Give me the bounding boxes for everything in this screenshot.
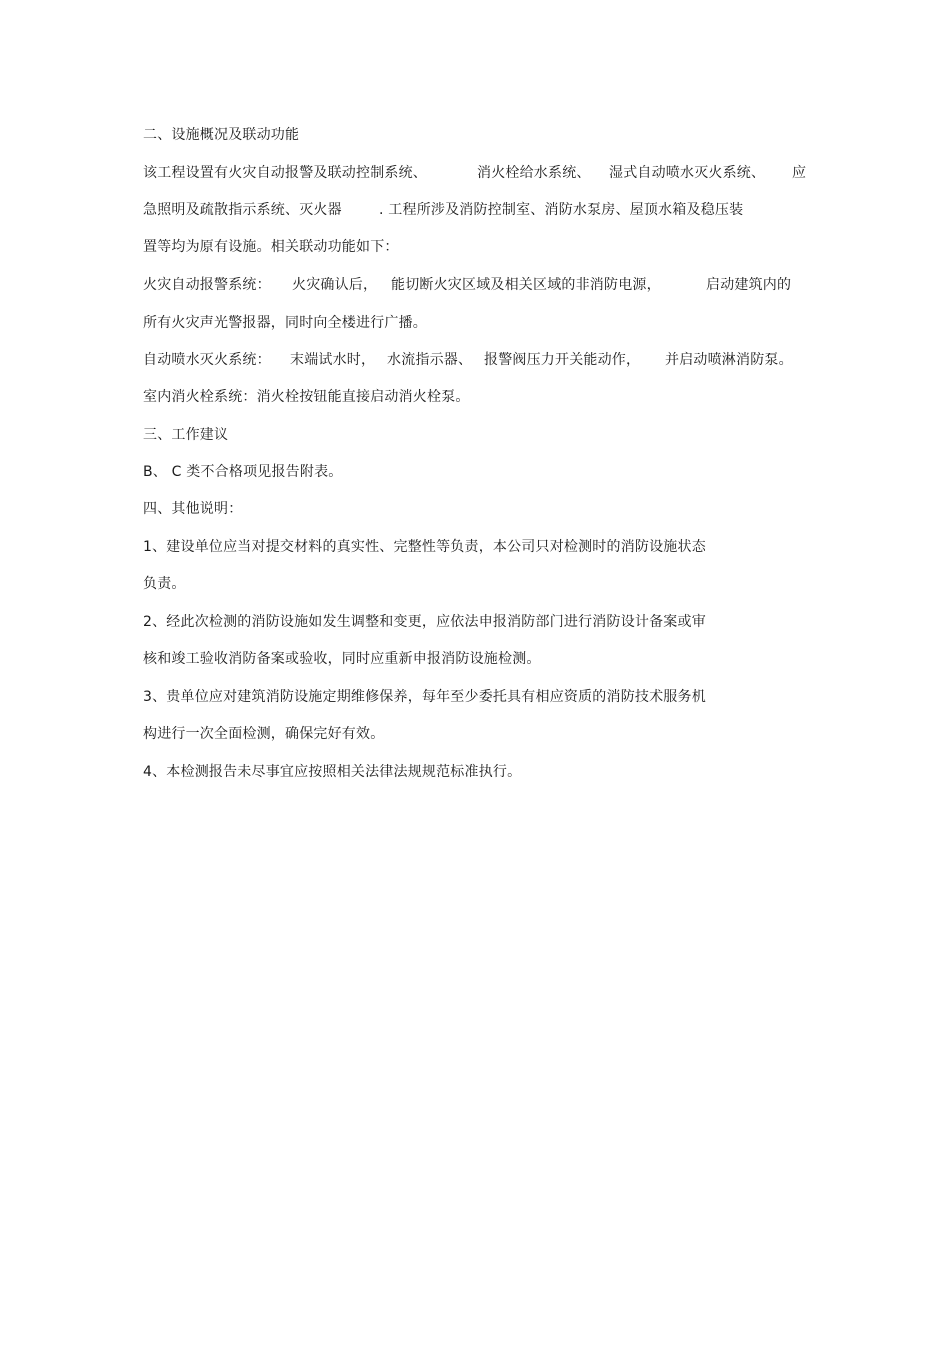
sprinkler-d: 报警阀压力开关能动作， [484, 352, 641, 368]
note3-line2: 构进行一次全面检测，确保完好有效。 [143, 726, 385, 742]
section4-heading: 四、其他说明： [143, 501, 243, 517]
fire-alarm-b: 火灾确认后， [292, 277, 378, 293]
sprinkler-c: 水流指示器、 [387, 352, 473, 368]
note2-line1: 2、经此次检测的消防设施如发生调整和变更，应依法申报消防部门进行消防设计备案或审 [143, 614, 706, 630]
hydrant-line: 室内消火栓系统：消火栓按钮能直接启动消火栓泵。 [143, 389, 470, 405]
note1-line1: 1、建设单位应当对提交材料的真实性、完整性等负责，本公司只对检测时的消防设施状态 [143, 539, 706, 555]
sprinkler-b: 末端试水时， [290, 352, 376, 368]
note4-line: 4、本检测报告未尽事宜应按照相关法律法规规范标准执行。 [143, 764, 522, 780]
para1-line1-a: 该工程设置有火灾自动报警及联动控制系统、 [143, 165, 427, 181]
para1-line2-b: . 工程所涉及消防控制室、消防水泵房、屋顶水箱及稳压装 [379, 202, 744, 218]
para1-line1 [143, 164, 823, 182]
fire-alarm-line2: 所有火灾声光警报器，同时向全楼进行广播。 [143, 315, 427, 331]
section3-heading: 三、工作建议 [143, 427, 229, 443]
sprinkler-e: 并启动喷淋消防泵。 [665, 352, 793, 368]
fire-alarm-c: 能切断火灾区域及相关区域的非消防电源， [391, 277, 661, 293]
note3-line1: 3、贵单位应对建筑消防设施定期维修保养，每年至少委托具有相应资质的消防技术服务机 [143, 689, 706, 705]
para1-line2 [143, 201, 823, 219]
note2-line2: 核和竣工验收消防备案或验收，同时应重新申报消防设施检测。 [143, 651, 541, 667]
para1-line1-d: 应 [792, 165, 807, 181]
para1-line3: 置等均为原有设施。相关联动功能如下： [143, 239, 399, 255]
para1-line2-a: 急照明及疏散指示系统、灭火器 [143, 202, 342, 218]
section3-text: B、 C 类不合格项见报告附表。 [143, 464, 343, 480]
fire-alarm-d: 启动建筑内的 [706, 277, 792, 293]
sprinkler-line [143, 351, 823, 369]
para1-line1-c: 湿式自动喷水灭火系统、 [609, 165, 766, 181]
sprinkler-label: 自动喷水灭火系统： [143, 352, 271, 368]
fire-alarm-line1 [143, 276, 823, 294]
para1-line1-b: 消火栓给水系统、 [477, 165, 591, 181]
fire-alarm-label: 火灾自动报警系统： [143, 277, 271, 293]
section2-heading: 二、设施概况及联动功能 [143, 127, 300, 143]
note1-line2: 负责。 [143, 576, 186, 592]
